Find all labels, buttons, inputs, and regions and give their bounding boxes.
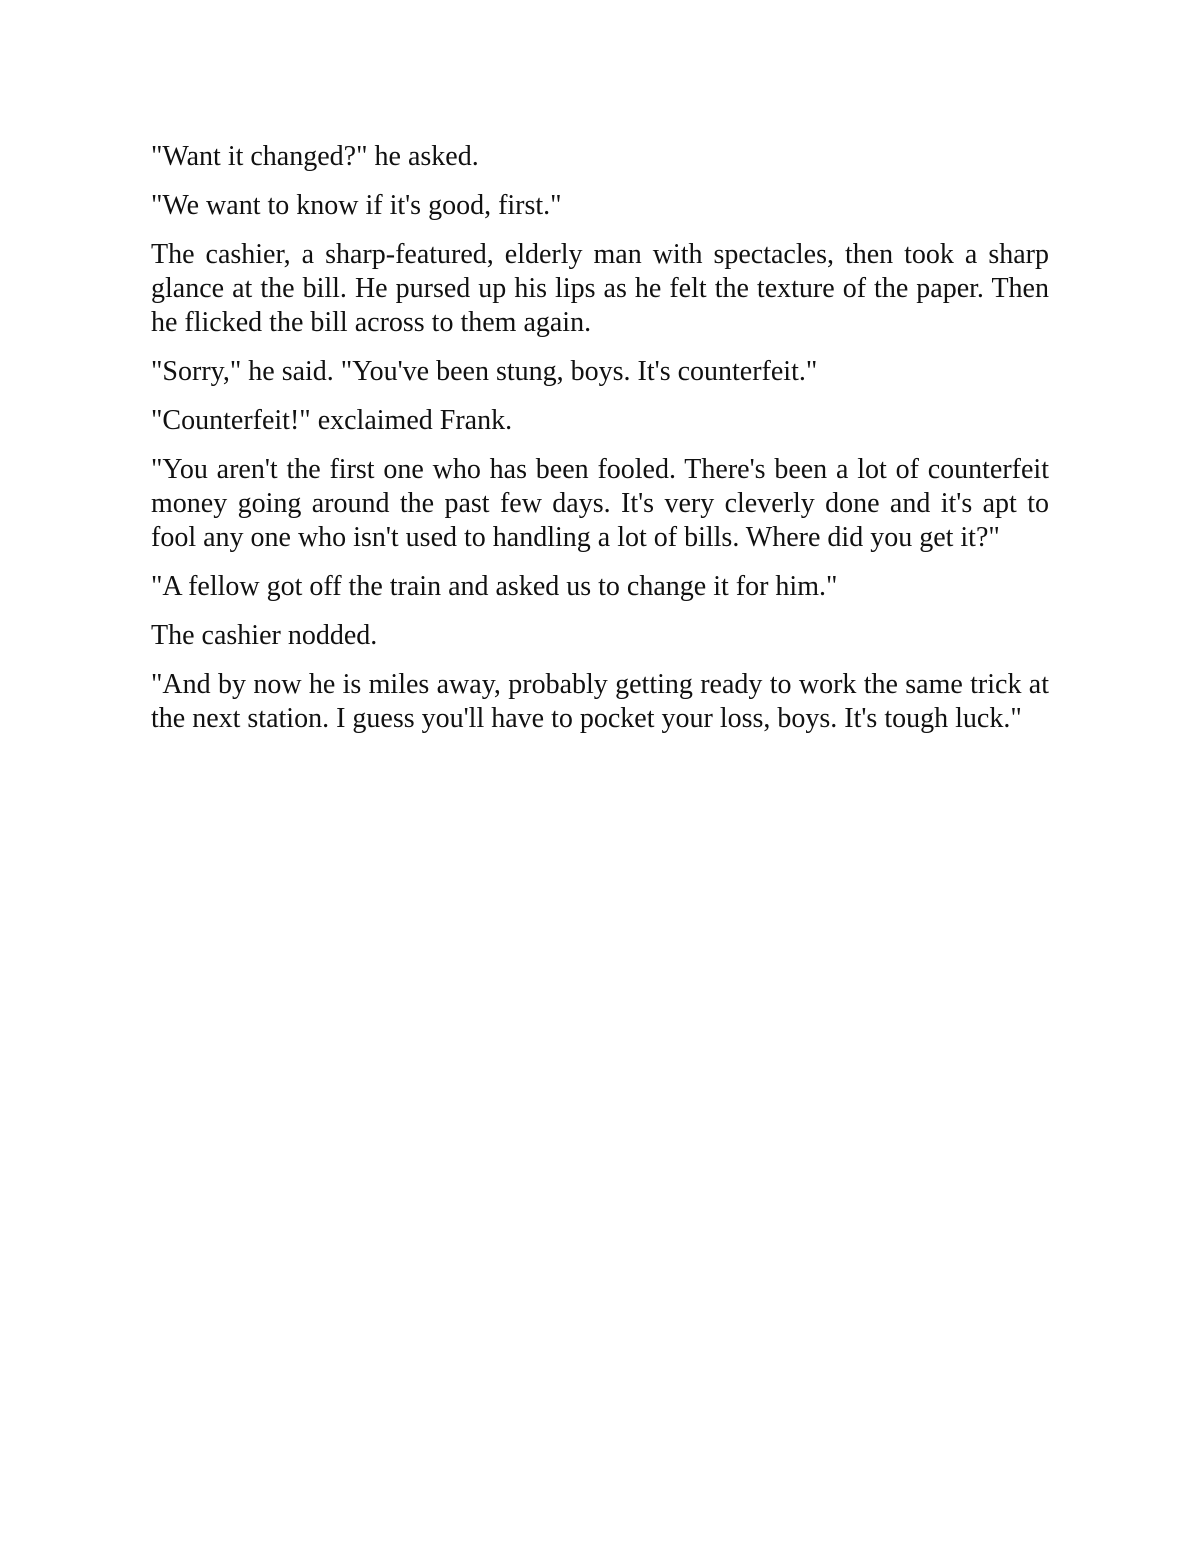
paragraph: "Want it changed?" he asked.	[151, 141, 479, 172]
paragraph: "We want to know if it's good, first."	[151, 190, 562, 221]
paragraph: "Sorry," he said. "You've been stung, boys. It's counterfeit."	[151, 356, 818, 387]
paragraph: "And by now he is miles away, probably getting ready to work the same trick at the next station. I guess you'll have to pocket your loss, boys. It's tough luck."	[151, 669, 1049, 734]
paragraph: The cashier, a sharp-featured, elderly man with spectacles, then took a sharp glance at the bill. He pursed up his lips as he felt the texture of the paper. Then he flicked the bill across to them again.	[151, 239, 1049, 338]
paragraph: "A fellow got off the train and asked us to change it for him."	[151, 571, 838, 602]
paragraph: The cashier nodded.	[151, 620, 378, 651]
paragraph: "Counterfeit!" exclaimed Frank.	[151, 405, 513, 436]
paragraph: "You aren't the first one who has been fooled. There's been a lot of counterfeit money going around the past few days. It's very cleverly done and it's apt to fool any one who isn't used to handling a lot of bills. Where did you get it?"	[151, 454, 1049, 553]
document-page	[151, 140, 1049, 751]
